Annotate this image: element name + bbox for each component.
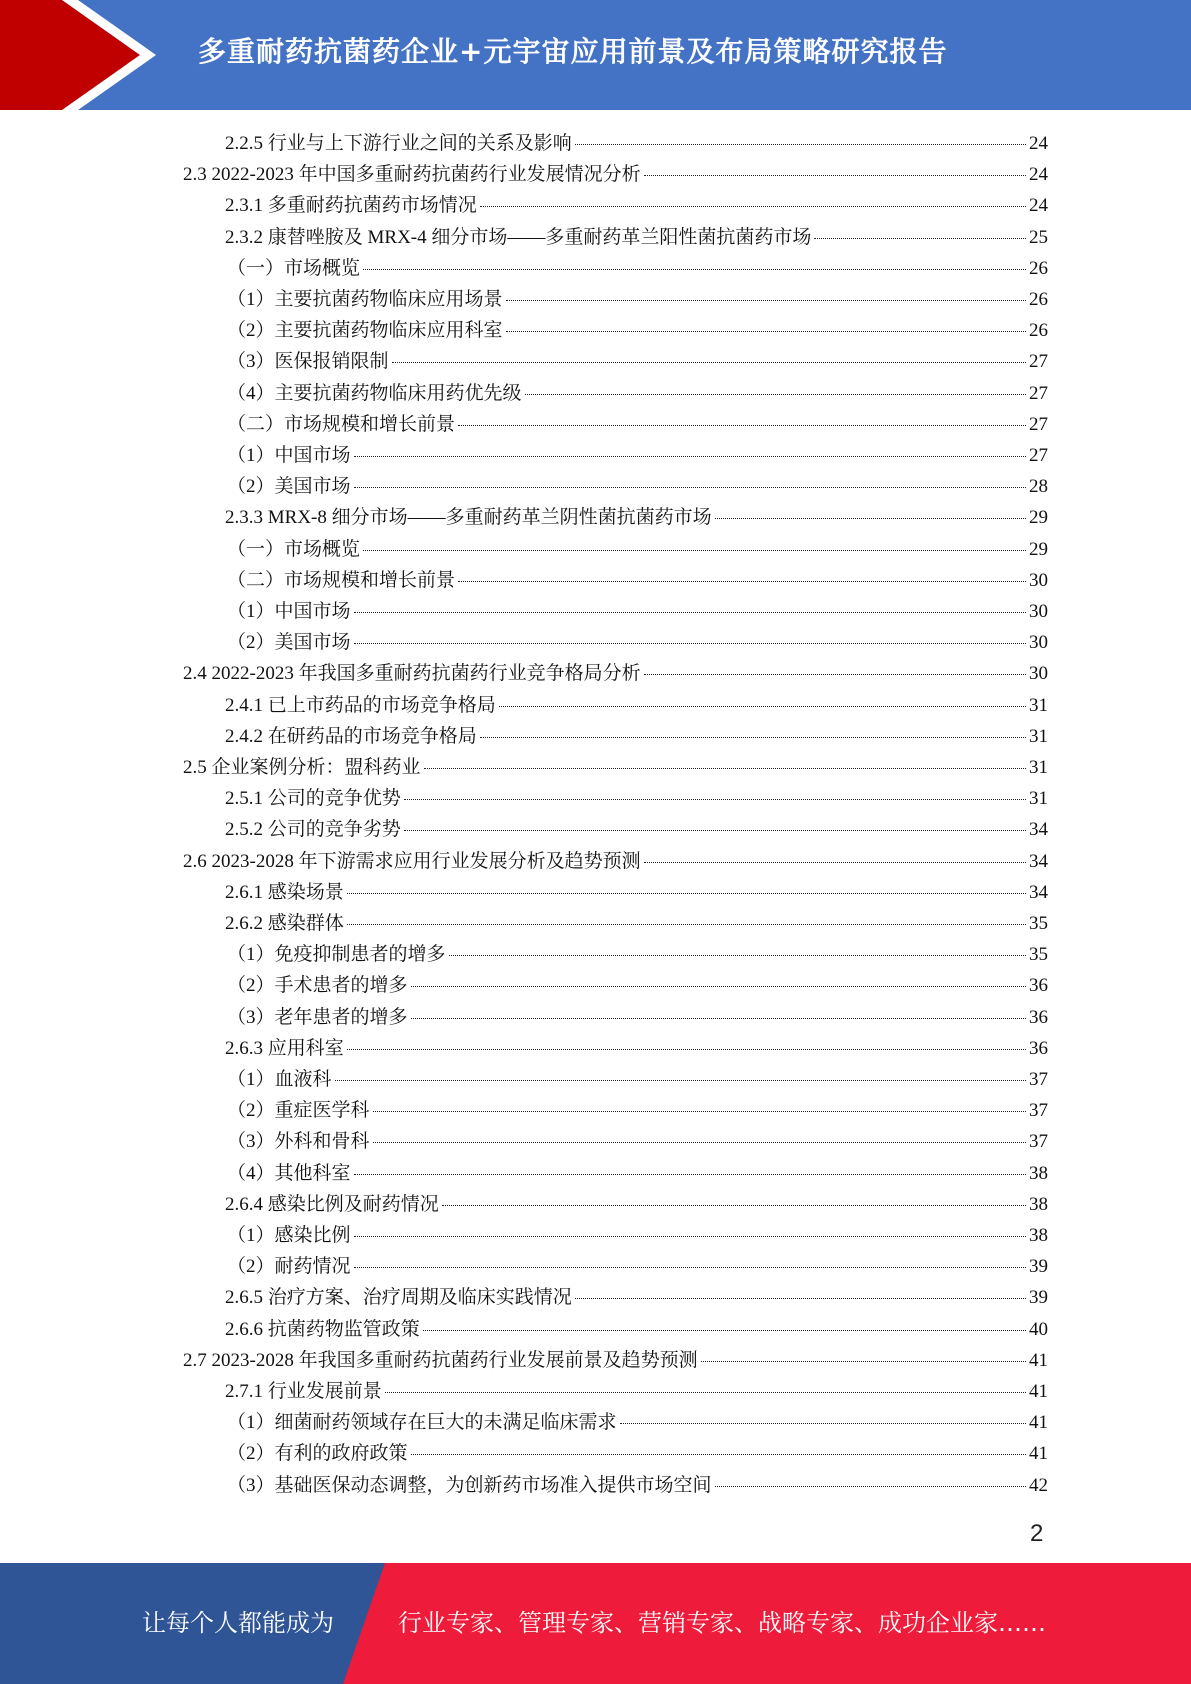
toc-entry-title: 2.3 2022-2023 年中国多重耐药抗菌药行业发展情况分析 <box>183 164 641 186</box>
toc-dot-leader <box>644 674 1026 675</box>
toc-entry[interactable] <box>227 596 1048 627</box>
toc-entry[interactable] <box>227 939 1048 970</box>
toc-entry-title: 2.6 2023-2028 年下游需求应用行业发展分析及趋势预测 <box>183 850 641 872</box>
toc-dot-leader <box>644 862 1026 863</box>
toc-entry-title: （1）中国市场 <box>227 445 351 466</box>
toc-entry-title: （4）主要抗菌药物临床用药优先级 <box>227 382 522 404</box>
toc-entry-page: 37 <box>1029 1131 1048 1153</box>
page-footer <box>0 1563 1191 1684</box>
toc-entry-title: 2.6.2 感染群体 <box>225 913 344 934</box>
toc-entry-page: 38 <box>1029 1162 1048 1184</box>
toc-entry-page: 41 <box>1029 1381 1048 1402</box>
toc-entry[interactable] <box>227 440 1048 471</box>
toc-dot-leader <box>354 1267 1026 1268</box>
toc-entry-page: 39 <box>1029 1287 1048 1309</box>
toc-entry[interactable] <box>225 690 1048 721</box>
toc-entry[interactable] <box>225 783 1048 814</box>
toc-entry-page: 35 <box>1029 913 1048 934</box>
report-title: 多重耐药抗菌药企业+元宇宙应用前景及布局策略研究报告 <box>198 35 948 68</box>
toc-dot-leader <box>411 1018 1026 1019</box>
toc-entry[interactable] <box>225 721 1048 752</box>
toc-entry-title: 2.3.3 MRX-8 细分市场——多重耐药革兰阴性菌抗菌药市场 <box>225 507 712 529</box>
toc-entry[interactable] <box>227 1126 1048 1157</box>
toc-dot-leader <box>354 612 1026 613</box>
toc-entry[interactable] <box>225 222 1048 253</box>
toc-entry-title: 2.6.3 应用科室 <box>225 1037 344 1059</box>
toc-dot-leader <box>499 706 1026 707</box>
toc-entry[interactable] <box>183 752 1048 783</box>
toc-entry-title: （二）市场规模和增长前景 <box>227 413 456 435</box>
toc-dot-leader <box>385 1392 1026 1393</box>
toc-dot-leader <box>404 830 1026 831</box>
toc-entry-page: 41 <box>1029 1412 1048 1434</box>
toc-entry-page: 27 <box>1029 445 1048 466</box>
toc-entry-title: 2.4.2 在研药品的市场竞争格局 <box>225 725 477 747</box>
toc-entry[interactable] <box>225 1314 1048 1345</box>
toc-entry[interactable] <box>225 814 1048 845</box>
toc-entry-title: （3）基础医保动态调整，为创新药市场准入提供市场空间 <box>227 1474 712 1496</box>
toc-entry-page: 36 <box>1029 975 1048 997</box>
toc-entry[interactable] <box>225 128 1048 159</box>
toc-entry-title: 2.7 2023-2028 年我国多重耐药抗菌药行业发展前景及趋势预测 <box>183 1349 698 1371</box>
toc-entry[interactable] <box>227 1251 1048 1282</box>
toc-entry-title: （3）医保报销限制 <box>227 351 389 373</box>
toc-dot-leader <box>354 1174 1026 1175</box>
toc-dot-leader <box>525 394 1026 395</box>
toc-entry-page: 26 <box>1029 320 1048 342</box>
toc-entry[interactable] <box>227 565 1048 596</box>
toc-entry-page: 29 <box>1029 538 1048 560</box>
toc-entry-page: 24 <box>1029 133 1048 154</box>
toc-dot-leader <box>715 1486 1026 1487</box>
toc-entry-title: （1）细菌耐药领域存在巨大的未满足临床需求 <box>227 1412 617 1434</box>
toc-entry-title: 2.6.1 感染场景 <box>225 881 344 903</box>
toc-entry[interactable] <box>227 471 1048 502</box>
toc-entry-title: （1）中国市场 <box>227 601 351 622</box>
toc-dot-leader <box>424 768 1026 769</box>
toc-dot-leader <box>354 1236 1026 1237</box>
toc-entry-title: （2）美国市场 <box>227 476 351 498</box>
toc-dot-leader <box>814 238 1026 239</box>
toc-entry-page: 28 <box>1029 476 1048 498</box>
toc-entry-title: 2.5 企业案例分析：盟科药业 <box>183 757 421 778</box>
toc-entry-page: 31 <box>1029 725 1048 747</box>
toc-entry-page: 34 <box>1029 850 1048 872</box>
toc-entry-title: （1）血液科 <box>227 1069 332 1090</box>
toc-entry[interactable] <box>227 1470 1048 1501</box>
toc-entry[interactable] <box>227 1095 1048 1126</box>
toc-dot-leader <box>404 799 1026 800</box>
toc-dot-leader <box>373 1142 1026 1143</box>
toc-entry-page: 30 <box>1029 663 1048 685</box>
toc-entry-page: 38 <box>1029 1225 1048 1246</box>
toc-entry[interactable] <box>227 378 1048 409</box>
toc-entry[interactable] <box>225 1376 1048 1407</box>
toc-entry[interactable] <box>227 253 1048 284</box>
toc-dot-leader <box>644 175 1026 176</box>
toc-entry[interactable] <box>227 1064 1048 1095</box>
toc-dot-leader <box>480 737 1026 738</box>
toc-entry[interactable] <box>225 1189 1048 1220</box>
toc-entry-page: 36 <box>1029 1006 1048 1028</box>
toc-entry-page: 27 <box>1029 351 1048 373</box>
toc-entry-title: （2）有利的政府政策 <box>227 1443 408 1465</box>
toc-entry[interactable] <box>225 877 1048 908</box>
toc-entry-page: 31 <box>1029 788 1048 810</box>
toc-entry[interactable] <box>225 190 1048 221</box>
toc-entry-page: 37 <box>1029 1069 1048 1090</box>
toc-dot-leader <box>506 331 1026 332</box>
toc-entry-title: （二）市场规模和增长前景 <box>227 569 456 591</box>
toc-dot-leader <box>354 643 1026 644</box>
toc-entry-title: （2）主要抗菌药物临床应用科室 <box>227 320 503 342</box>
toc-entry-title: （一）市场概览 <box>227 538 361 560</box>
toc-entry-title: （2）美国市场 <box>227 632 351 654</box>
toc-entry-page: 34 <box>1029 881 1048 903</box>
toc-dot-leader <box>715 518 1026 519</box>
toc-entry-page: 26 <box>1029 289 1048 310</box>
toc-dot-leader <box>411 1454 1026 1455</box>
toc-entry[interactable] <box>227 534 1048 565</box>
toc-entry-title: 2.5.2 公司的竞争劣势 <box>225 819 401 841</box>
toc-entry-title: （2）手术患者的增多 <box>227 975 408 997</box>
toc-entry-title: （3）外科和骨科 <box>227 1131 370 1153</box>
toc-entry[interactable] <box>225 1282 1048 1313</box>
toc-dot-leader <box>506 300 1026 301</box>
toc-dot-leader <box>575 144 1026 145</box>
toc-entry[interactable] <box>227 409 1048 440</box>
toc-entry[interactable] <box>225 908 1048 939</box>
page-number: 2 <box>1030 1520 1044 1547</box>
toc-entry-title: （2）耐药情况 <box>227 1256 351 1278</box>
toc-entry-title: 2.6.5 治疗方案、治疗周期及临床实践情况 <box>225 1287 572 1309</box>
toc-entry[interactable] <box>183 159 1048 190</box>
toc-entry[interactable] <box>227 346 1048 377</box>
toc-entry-title: （一）市场概览 <box>227 257 361 279</box>
toc-entry-page: 24 <box>1029 195 1048 217</box>
toc-entry[interactable] <box>225 1033 1048 1064</box>
toc-dot-leader <box>335 1080 1026 1081</box>
toc-entry[interactable] <box>227 627 1048 658</box>
toc-dot-leader <box>449 955 1026 956</box>
footer-slogan-left: 让每个人都能成为 <box>142 1609 334 1637</box>
toc-entry-title: 2.3.1 多重耐药抗菌药市场情况 <box>225 195 477 217</box>
toc-entry-page: 42 <box>1029 1474 1048 1496</box>
toc-entry-page: 41 <box>1029 1349 1048 1371</box>
toc-entry-page: 40 <box>1029 1318 1048 1340</box>
toc-entry-page: 27 <box>1029 413 1048 435</box>
page-header <box>0 0 1191 110</box>
toc-dot-leader <box>442 1205 1026 1206</box>
toc-dot-leader <box>423 1330 1026 1331</box>
toc-entry[interactable] <box>227 1158 1048 1189</box>
toc-entry-title: 2.5.1 公司的竞争优势 <box>225 788 401 810</box>
toc-entry[interactable] <box>227 1407 1048 1438</box>
toc-dot-leader <box>354 456 1026 457</box>
toc-entry-title: （3）老年患者的增多 <box>227 1006 408 1028</box>
toc-entry[interactable] <box>227 1438 1048 1469</box>
toc-entry-page: 38 <box>1029 1193 1048 1215</box>
toc-entry-page: 36 <box>1029 1037 1048 1059</box>
toc-entry-title: 2.4.1 已上市药品的市场竞争格局 <box>225 694 496 716</box>
toc-entry[interactable] <box>183 846 1048 877</box>
toc-entry-title: 2.7.1 行业发展前景 <box>225 1381 382 1402</box>
toc-dot-leader <box>411 986 1026 987</box>
toc-entry-title: （1）感染比例 <box>227 1225 351 1246</box>
toc-dot-leader <box>620 1423 1026 1424</box>
toc-entry-page: 27 <box>1029 382 1048 404</box>
toc-dot-leader <box>373 1111 1026 1112</box>
toc-dot-leader <box>354 487 1026 488</box>
toc-dot-leader <box>363 550 1026 551</box>
toc-entry-page: 41 <box>1029 1443 1048 1465</box>
toc-entry[interactable] <box>227 1220 1048 1251</box>
toc-entry-page: 39 <box>1029 1256 1048 1278</box>
header-chevron-decoration <box>0 0 160 110</box>
toc-entry[interactable] <box>227 284 1048 315</box>
footer-slogan-right: 行业专家、管理专家、营销专家、战略专家、成功企业家…… <box>398 1609 1046 1637</box>
toc-entry-title: 2.6.4 感染比例及耐药情况 <box>225 1193 439 1215</box>
toc-entry-page: 35 <box>1029 944 1048 966</box>
toc-entry-title: （1）主要抗菌药物临床应用场景 <box>227 289 503 310</box>
toc-entry-page: 26 <box>1029 257 1048 279</box>
toc-entry[interactable] <box>183 1345 1048 1376</box>
toc-entry-page: 34 <box>1029 819 1048 841</box>
toc-dot-leader <box>575 1298 1026 1299</box>
toc-entry-page: 37 <box>1029 1100 1048 1122</box>
toc-entry-page: 30 <box>1029 569 1048 591</box>
toc-entry[interactable] <box>227 1002 1048 1033</box>
toc-dot-leader <box>458 425 1026 426</box>
toc-entry-page: 30 <box>1029 632 1048 654</box>
toc-entry[interactable] <box>227 315 1048 346</box>
toc-entry-page: 29 <box>1029 507 1048 529</box>
toc-dot-leader <box>347 1049 1026 1050</box>
toc-entry-title: 2.4 2022-2023 年我国多重耐药抗菌药行业竞争格局分析 <box>183 663 641 685</box>
toc-dot-leader <box>458 581 1026 582</box>
toc-entry[interactable] <box>183 658 1048 689</box>
toc-entry-title: （2）重症医学科 <box>227 1100 370 1122</box>
toc-entry-page: 30 <box>1029 601 1048 622</box>
toc-entry-page: 24 <box>1029 164 1048 186</box>
toc-dot-leader <box>363 269 1026 270</box>
toc-dot-leader <box>392 362 1026 363</box>
toc-entry-title: 2.6.6 抗菌药物监管政策 <box>225 1318 420 1340</box>
toc-entry-title: 2.3.2 康替唑胺及 MRX-4 细分市场——多重耐药革兰阳性菌抗菌药市场 <box>225 226 812 248</box>
toc-dot-leader <box>347 893 1026 894</box>
toc-entry[interactable] <box>225 502 1048 533</box>
toc-entry-title: 2.2.5 行业与上下游行业之间的关系及影响 <box>225 133 572 154</box>
toc-dot-leader <box>701 1361 1026 1362</box>
toc-entry-page: 31 <box>1029 694 1048 716</box>
toc-entry[interactable] <box>227 970 1048 1001</box>
toc-entry-title: （1）免疫抑制患者的增多 <box>227 944 446 966</box>
toc-dot-leader <box>480 206 1026 207</box>
toc-entry-title: （4）其他科室 <box>227 1162 351 1184</box>
toc-entry-page: 31 <box>1029 757 1048 778</box>
toc-entry-page: 25 <box>1029 226 1048 248</box>
toc-dot-leader <box>347 924 1026 925</box>
